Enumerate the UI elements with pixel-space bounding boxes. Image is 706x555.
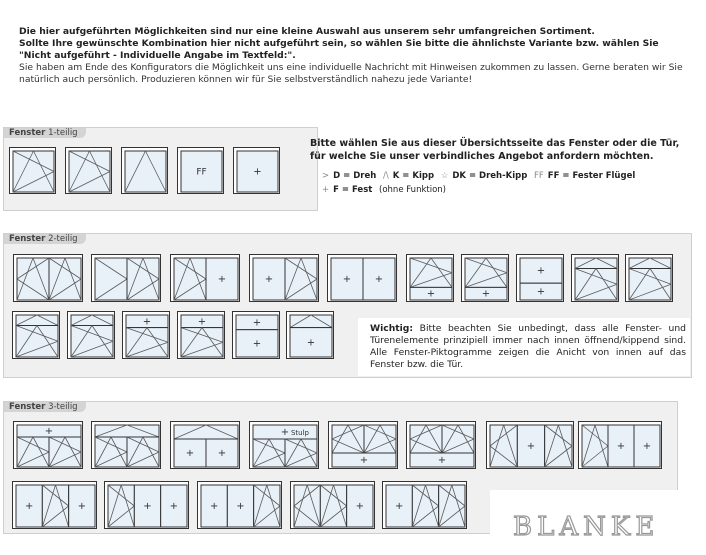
- window-2-teilig-12-pictogram-icon: [68, 312, 116, 360]
- window-2-teilig-5-pictogram-icon: [328, 255, 398, 303]
- window-1-teilig-2[interactable]: [65, 147, 112, 194]
- window-3-teilig-11-pictogram-icon: [198, 482, 283, 530]
- legend-f-note: (ohne Funktion): [379, 185, 446, 195]
- window-2-teilig-11[interactable]: [12, 311, 60, 359]
- section-3-title: Fenster 3-teilig: [4, 402, 86, 412]
- wichtig-label: Wichtig:: [370, 323, 414, 334]
- legend-f: F = Fest: [333, 185, 373, 195]
- window-1-teilig-4-pictogram-icon: [178, 148, 225, 195]
- svg-text:+: +: [394, 501, 404, 512]
- window-1-teilig-5-pictogram-icon: [234, 148, 281, 195]
- svg-text:+: +: [280, 427, 290, 438]
- window-3-teilig-9[interactable]: [12, 481, 97, 529]
- window-3-teilig-1[interactable]: [13, 421, 83, 469]
- window-3-teilig-9-pictogram-icon: [13, 482, 98, 530]
- window-1-teilig-1-pictogram-icon: [10, 148, 57, 195]
- window-2-teilig-2[interactable]: [91, 254, 161, 302]
- window-2-teilig-7-pictogram-icon: [462, 255, 510, 303]
- window-3-teilig-7-pictogram-icon: [487, 422, 575, 470]
- window-2-teilig-5[interactable]: [327, 254, 397, 302]
- window-3-teilig-2-pictogram-icon: [92, 422, 162, 470]
- window-2-teilig-7[interactable]: [461, 254, 509, 302]
- svg-text:+: +: [185, 448, 195, 459]
- window-2-teilig-13[interactable]: [122, 311, 170, 359]
- svg-text:+: +: [264, 274, 274, 285]
- window-2-teilig-10-pictogram-icon: [626, 255, 674, 303]
- svg-text:+: +: [197, 316, 207, 328]
- window-2-teilig-4-pictogram-icon: [250, 255, 320, 303]
- svg-text:+: +: [217, 274, 227, 285]
- wichtig-body: Bitte beachten Sie unbedingt, dass alle Fenster- und Türenelemente prinzipiell immer nach innen öffnend/kippend sind. Alle Fenster-Piktogramme zeigen die Anicht von innen auf das Fenster bzw. die Tür.: [370, 323, 687, 370]
- svg-text:+: +: [252, 338, 262, 350]
- svg-text:+: +: [209, 501, 219, 512]
- window-3-teilig-8-pictogram-icon: [579, 422, 663, 470]
- legend: [322, 170, 639, 196]
- legend-ff: FF = Fester Flügel: [547, 171, 636, 181]
- intro-text: [19, 26, 685, 86]
- svg-text:+: +: [306, 337, 316, 349]
- wichtig-text: [370, 323, 686, 371]
- window-3-teilig-4-pictogram-icon: [250, 422, 320, 470]
- blanke-logo: BLANKE: [513, 512, 660, 542]
- svg-text:+: +: [374, 274, 384, 285]
- window-3-teilig-10-pictogram-icon: [105, 482, 190, 530]
- window-1-teilig-3[interactable]: [121, 147, 168, 194]
- svg-text:+: +: [143, 501, 152, 512]
- legend-k: K = Kipp: [392, 171, 435, 181]
- svg-text:+: +: [359, 455, 369, 466]
- svg-text:+: +: [642, 441, 652, 452]
- window-3-teilig-2[interactable]: [91, 421, 161, 469]
- window-3-teilig-5-pictogram-icon: [329, 422, 399, 470]
- window-3-teilig-3-pictogram-icon: [171, 422, 241, 470]
- svg-text:+: +: [44, 426, 54, 437]
- window-3-teilig-11[interactable]: [197, 481, 282, 529]
- svg-text:+: +: [355, 501, 365, 512]
- svg-text:+: +: [437, 455, 447, 466]
- window-2-teilig-4[interactable]: [249, 254, 319, 302]
- window-2-teilig-15[interactable]: [232, 311, 280, 359]
- window-2-teilig-10[interactable]: [625, 254, 673, 302]
- window-1-teilig-4[interactable]: [177, 147, 224, 194]
- window-2-teilig-13-pictogram-icon: [123, 312, 171, 360]
- kipp-symbol-icon: /\: [383, 171, 389, 181]
- window-2-teilig-6-pictogram-icon: [407, 255, 455, 303]
- svg-text:+: +: [217, 448, 227, 459]
- section-2-title: Fenster 2-teilig: [4, 234, 86, 244]
- window-3-teilig-12[interactable]: [290, 481, 375, 529]
- legend-dk: DK = Dreh-Kipp: [452, 171, 528, 181]
- window-3-teilig-4[interactable]: [249, 421, 319, 469]
- window-2-teilig-2-pictogram-icon: [92, 255, 162, 303]
- window-1-teilig-2-pictogram-icon: [66, 148, 113, 195]
- window-2-teilig-12[interactable]: [67, 311, 115, 359]
- svg-text:+: +: [616, 441, 626, 452]
- window-3-teilig-6-pictogram-icon: [407, 422, 477, 470]
- svg-text:+: +: [77, 501, 87, 512]
- ff-symbol: FF: [534, 171, 544, 181]
- window-3-teilig-13[interactable]: [382, 481, 467, 529]
- window-1-teilig-5[interactable]: [233, 147, 280, 194]
- window-3-teilig-8[interactable]: [578, 421, 662, 469]
- window-3-teilig-5[interactable]: [328, 421, 398, 469]
- window-2-teilig-9[interactable]: [571, 254, 619, 302]
- intro-line-2: Sollte Ihre gewünschte Kombination hier nicht aufgeführt sein, so wählen Sie bitte die ähnlichste Variante bzw. wählen Sie "Nicht aufgeführt - Individuelle Angabe im Textfeld:".: [19, 38, 659, 61]
- svg-text:+: +: [24, 501, 34, 512]
- svg-text:+: +: [526, 441, 536, 452]
- svg-text:+: +: [253, 166, 262, 178]
- window-3-teilig-3[interactable]: [170, 421, 240, 469]
- section-1-title: Fenster 1-teilig: [4, 128, 86, 138]
- window-1-teilig-1[interactable]: [9, 147, 56, 194]
- window-2-teilig-3-pictogram-icon: [171, 255, 241, 303]
- window-2-teilig-6[interactable]: [406, 254, 454, 302]
- window-3-teilig-7[interactable]: [486, 421, 574, 469]
- svg-text:+: +: [236, 501, 245, 512]
- window-3-teilig-12-pictogram-icon: [291, 482, 376, 530]
- window-2-teilig-14-pictogram-icon: [178, 312, 226, 360]
- legend-d: D = Dreh: [333, 171, 377, 181]
- window-3-teilig-1-pictogram-icon: [14, 422, 84, 470]
- svg-text:+: +: [342, 274, 352, 285]
- window-2-teilig-8[interactable]: [516, 254, 564, 302]
- svg-text:+: +: [481, 288, 491, 300]
- svg-text:+: +: [169, 501, 179, 512]
- intro-line-3: Sie haben am Ende des Konfigurators die Möglichkeit uns eine individuelle Nachricht mit Hinweisen zukommen zu lassen. Gerne beraten wir Sie natürlich auch persönlich. Produzieren können wir für Sie selbstverständlich nahezu jede Variante!: [19, 62, 683, 85]
- window-2-teilig-16[interactable]: [286, 311, 334, 359]
- window-2-teilig-9-pictogram-icon: [572, 255, 620, 303]
- window-2-teilig-14[interactable]: [177, 311, 225, 359]
- window-2-teilig-1[interactable]: [13, 254, 83, 302]
- svg-text:+: +: [536, 265, 546, 277]
- window-3-teilig-13-pictogram-icon: [383, 482, 468, 530]
- intro-line-1: Die hier aufgeführten Möglichkeiten sind nur eine kleine Auswahl aus unserem sehr umfangreichen Sortiment.: [19, 26, 595, 37]
- fest-symbol-icon: +: [322, 185, 330, 195]
- svg-text:+: +: [536, 286, 546, 298]
- svg-text:+: +: [426, 288, 436, 300]
- window-2-teilig-16-pictogram-icon: [287, 312, 335, 360]
- window-2-teilig-3[interactable]: [170, 254, 240, 302]
- svg-text:FF: FF: [196, 167, 207, 178]
- window-2-teilig-8-pictogram-icon: [517, 255, 565, 303]
- svg-text:Stulp: Stulp: [290, 429, 310, 437]
- window-3-teilig-6[interactable]: [406, 421, 476, 469]
- svg-text:+: +: [252, 317, 262, 329]
- info-text: Bitte wählen Sie aus dieser Übersichtsseite das Fenster oder die Tür, für welche Sie unser verbindliches Angebot anfordern möchten.: [310, 138, 680, 162]
- svg-text:+: +: [142, 316, 152, 328]
- window-2-teilig-1-pictogram-icon: [14, 255, 84, 303]
- window-3-teilig-10[interactable]: [104, 481, 189, 529]
- dreh-symbol-icon: >: [322, 171, 330, 181]
- dreh-kipp-symbol-icon: ☆: [440, 171, 449, 181]
- window-1-teilig-3-pictogram-icon: [122, 148, 169, 195]
- window-2-teilig-15-pictogram-icon: [233, 312, 281, 360]
- window-2-teilig-11-pictogram-icon: [13, 312, 61, 360]
